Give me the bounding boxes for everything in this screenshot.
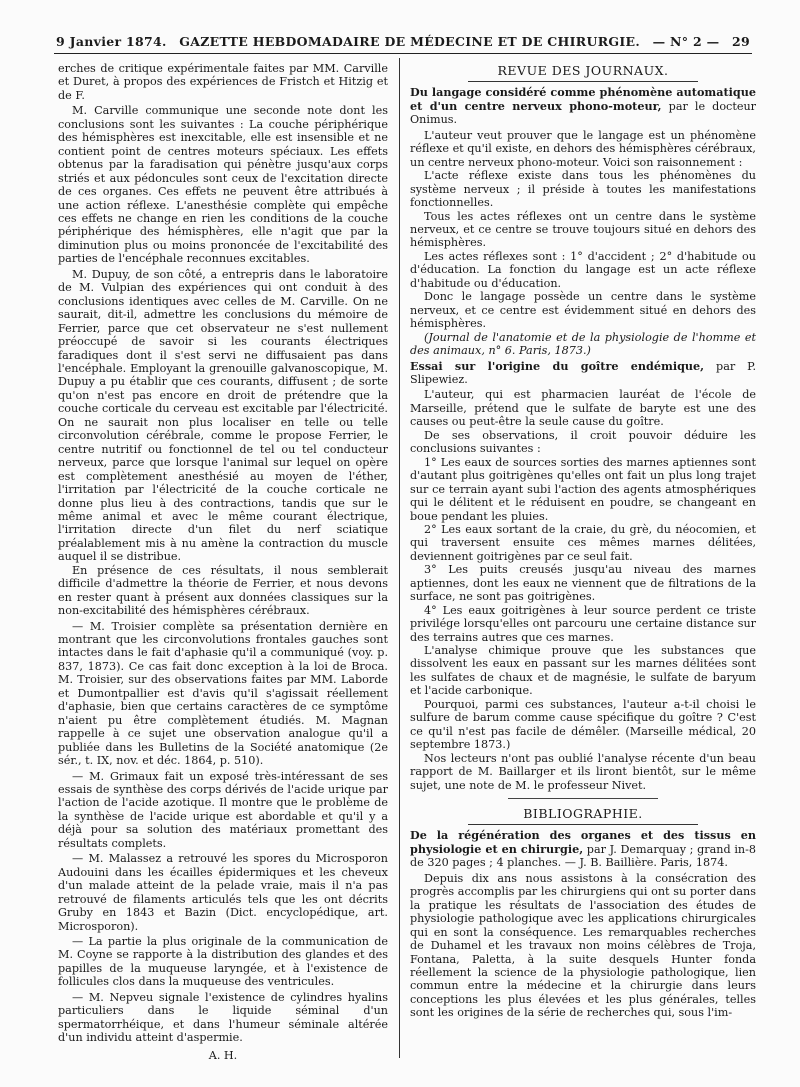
article-title: De la régénération des organes et des tissus en physiologie et en chirurgie,: [410, 828, 756, 856]
paragraph: 2° Les eaux sortant de la craie, du grè, du néocomien, et qui traversent ensuite ces mêmes marnes délitées, deviennent goitrigènes par ce seul fait.: [410, 522, 756, 563]
paragraph: 4° Les eaux goitrigènes à leur source perdent ce triste privilége lorsqu'elles ont parcouru une certaine distance sur des terrains autres que ces marnes.: [410, 603, 756, 644]
article-details: par J. Demarquay ; grand in-8 de 320 pages ; 4 planches. — J. B. Baillière. Paris, 1874.: [410, 842, 756, 870]
paragraph: Depuis dix ans nous assistons à la consécration des progrès accomplis par les chirurgiens qui ont su porter dans la pratique les résultats de l'association des études de physiologie pathologique avec les applications chirurgicales qui en sont la conséquence. Les remarquables recherches de Duhamel et les travaux non moins célèbres de Troja, Fontana, Paletta, à la suite desquels Hunter fonda réellement la science de la physiologie pathologique, lien commun entre la médecine et la chirurgie dans leurs conceptions les plus élevées et les plus générales, telles sont les origines de la série de recherches qui, sous l'im-: [410, 871, 756, 1020]
column-divider: [399, 58, 400, 1058]
header-rule: [54, 53, 752, 54]
paragraph: — M. Malassez a retrouvé les spores du Microsporon Audouini dans les écailles épidermiques et les cheveux d'un malade atteint de la pelade vraie, mais il n'a pas retrouvé de filaments articulés tels que les ont décrits Gruby en 1843 et Bazin (Dict. encyclopédique, art. Microsporon).: [58, 852, 388, 933]
paragraph: M. Carville communique une seconde note dont les conclusions sont les suivantes : La couche périphérique des hémisphères est inexcitable, elle est insensible et ne contient point de centres moteurs spéciaux. Les effets obtenus par la faradisation qui pénètre jusqu'aux corps striés et aux pédoncules sont ceux de l'excitation directe de ces organes. Ces effets ne peuvent être attribués à une action réflexe. L'anesthésie complète qui empêche ces effets ne change en rien les conditions de la couche périphérique des hémisphères, elle n'agit que par la diminution plus ou moins prononcée de l'excitabilité des parties de l'encéphale reconnues excitables.: [58, 104, 388, 266]
article-author: par le docteur Onimus.: [410, 99, 756, 127]
article-title: Du langage considéré comme phénomène automatique et d'un centre nerveux phono-moteur,: [410, 85, 756, 113]
article-title: Essai sur l'origine du goître endémique,: [410, 358, 705, 373]
paragraph: M. Dupuy, de son côté, a entrepris dans le laboratoire de M. Vulpian des expériences qui ont conduit à des conclusions identiques avec celles de M. Carville. On ne saurait, dit-il, admettre les conclusions du mémoire de Ferrier, parce que cet observateur ne s'est nullement préoccupé de savoir si les courants électriques faradiques dont il s'est servi ne diffusaient pas dans l'encéphale. Employant la grenouille galvanoscopique, M. Dupuy a pu établir que ces courants, diffusent ; de sorte qu'on n'est pas encore en droit de prétendre que la couche corticale du cerveau est excitable par l'électricité. On ne saurait non plus localiser en telle ou telle circonvolution cérébrale, comme le propose Ferrier, le centre nutritif ou fonctionnel de tel ou tel conducteur nerveux, parce que lorsque l'animal sur lequel on opère est complètement anesthésié au moyen de l'éther, l'irritation par l'électricité de la couche corticale ne donne plus lieu à des contractions, tandis que sur le même animal et avec le même courant électrique, l'irritation directe d'un filet du nerf sciatique préalablement mis à nu amène la contraction du muscle auquel il se distribue.: [58, 267, 388, 564]
paragraph: De ses observations, il croit pouvoir déduire les conclusions suivantes :: [410, 428, 756, 456]
paragraph: Nos lecteurs n'ont pas oublié l'analyse récente d'un beau rapport de M. Baillarger et ils liront bientôt, sur le même sujet, une note de M. le professeur Nivet.: [410, 751, 756, 792]
article-author: par P. Slipewiez.: [410, 359, 756, 386]
paragraph: Les actes réflexes sont : 1° d'accident ; 2° d'habitude ou d'éducation. La fonction du langage est un acte réflexe d'habitude ou d'éducation.: [410, 249, 756, 290]
paragraph: Donc le langage possède un centre dans le système nerveux, et ce centre est évidemment situé en dehors des hémisphères.: [410, 290, 756, 331]
paragraph: L'auteur, qui est pharmacien lauréat de l'école de Marseille, prétend que le sulfate de baryte est une des causes ou peut-être la seule cause du goître.: [410, 388, 756, 429]
header-page-number: 29: [731, 33, 750, 49]
paragraph: erches de critique expérimentale faites par MM. Carville et Duret, à propos des expériences de Fristch et Hitzig et de F.: [58, 62, 388, 102]
paragraph: L'analyse chimique prouve que les substances que dissolvent les eaux en passant sur les marnes délitées sont les sulfates de chaux et de magnésie, le sulfate de baryum et l'acide carbonique.: [410, 644, 756, 698]
article-source: (Journal de l'anatomie et de la physiologie de l'homme et des animaux, n° 6. Paris, 1873.): [410, 330, 756, 358]
paragraph: L'auteur veut prouver que le langage est un phénomène réflexe et qu'il existe, en dehors des hémisphères cérébraux, un centre nerveux phono-moteur. Voici son raisonnement :: [410, 128, 756, 169]
article-heading: [410, 360, 756, 387]
section-rule: [468, 81, 698, 82]
header-issue-number: — N° 2 —: [652, 33, 720, 49]
article-heading: [410, 86, 756, 126]
paragraph: Pourquoi, parmi ces substances, l'auteur a-t-il choisi le sulfure de barum comme cause spécifique du goître ? C'est ce qu'il n'est pas facile de démêler. (Marseille médical, 20 septembre 1873.): [410, 697, 756, 752]
signature: A. H.: [208, 1048, 238, 1062]
paragraph: — M. Nepveu signale l'existence de cylindres hyalins particuliers dans le liquide séminal d'un spermatorrhéique, et dans l'humeur séminale altérée d'un individu atteint d'aspermie.: [58, 990, 388, 1045]
header-date: 9 Janvier 1874.: [56, 33, 167, 49]
left-column: [58, 62, 388, 1067]
section-rule: [468, 824, 698, 825]
right-column: [410, 62, 756, 1067]
paragraph: 1° Les eaux de sources sorties des marnes aptiennes sont d'autant plus goitrigènes qu'elles ont fait un plus long trajet sur ce terrain ayant subi l'action des agents atmosphériques qui le délitent et le réduisent en poudre, se changeant en boue pendant les pluies.: [410, 455, 756, 523]
header-journal-title: GAZETTE HEBDOMADAIRE DE MÉDECINE ET DE CHIRURGIE.: [179, 33, 640, 49]
paragraph: 3° Les puits creusés jusqu'au niveau des marnes aptiennes, dont les eaux ne viennent que de filtrations de la surface, ne sont pas goitrigènes.: [410, 563, 756, 604]
section-title-revue: REVUE DES JOURNAUX.: [497, 63, 669, 78]
paragraph: — M. Grimaux fait un exposé très-intéressant de ses essais de synthèse des corps dérivés de l'acide urique par l'action de l'acide azotique. Il montre que le problème de la synthèse de l'acide urique est abordable et qu'il y a déjà pour sa solution des matériaux promettant des résultats complets.: [58, 769, 388, 850]
paragraph: En présence de ces résultats, il nous semblerait difficile d'admettre la théorie de Ferrier, et nous devons en rester quant à présent aux données classiques sur la non-excitabilité des hémisphères cérébraux.: [58, 563, 388, 618]
running-header: [56, 32, 750, 50]
section-title-bibliographie: BIBLIOGRAPHIE.: [523, 806, 643, 822]
paragraph: — La partie la plus originale de la communication de M. Coyne se rapporte à la distribution des glandes et des papilles de la muqueuse laryngée, et à l'existence de follicules clos dans la muqueuse des ventricules.: [58, 935, 388, 989]
paragraph: Tous les actes réflexes ont un centre dans le système nerveux, et ce centre se trouve toujours situé en dehors des hémisphères.: [410, 209, 756, 250]
section-rule: [508, 798, 658, 799]
article-heading: [410, 829, 756, 869]
paragraph: L'acte réflexe existe dans tous les phénomènes du système nerveux ; il préside à toutes les manifestations fonctionnelles.: [410, 169, 756, 210]
paragraph: — M. Troisier complète sa présentation dernière en montrant que les circonvolutions frontales gauches sont intactes dans le fait d'aphasie qu'il a communiqué (voy. p. 837, 1873). Ce cas fait donc exception à la loi de Broca. M. Troisier, sur des observations faites par MM. Laborde et Dumontpallier est d'avis qu'il s'agissait réellement d'aphasie, bien que certains caractères de ce symptôme n'aient pu être complètement étudiés. M. Magnan rappelle à ce sujet une observation analogue qu'il a publiée dans les Bulletins de la Société anatomique (2e sér., t. IX, nov. et déc. 1864, p. 510).: [58, 619, 388, 768]
